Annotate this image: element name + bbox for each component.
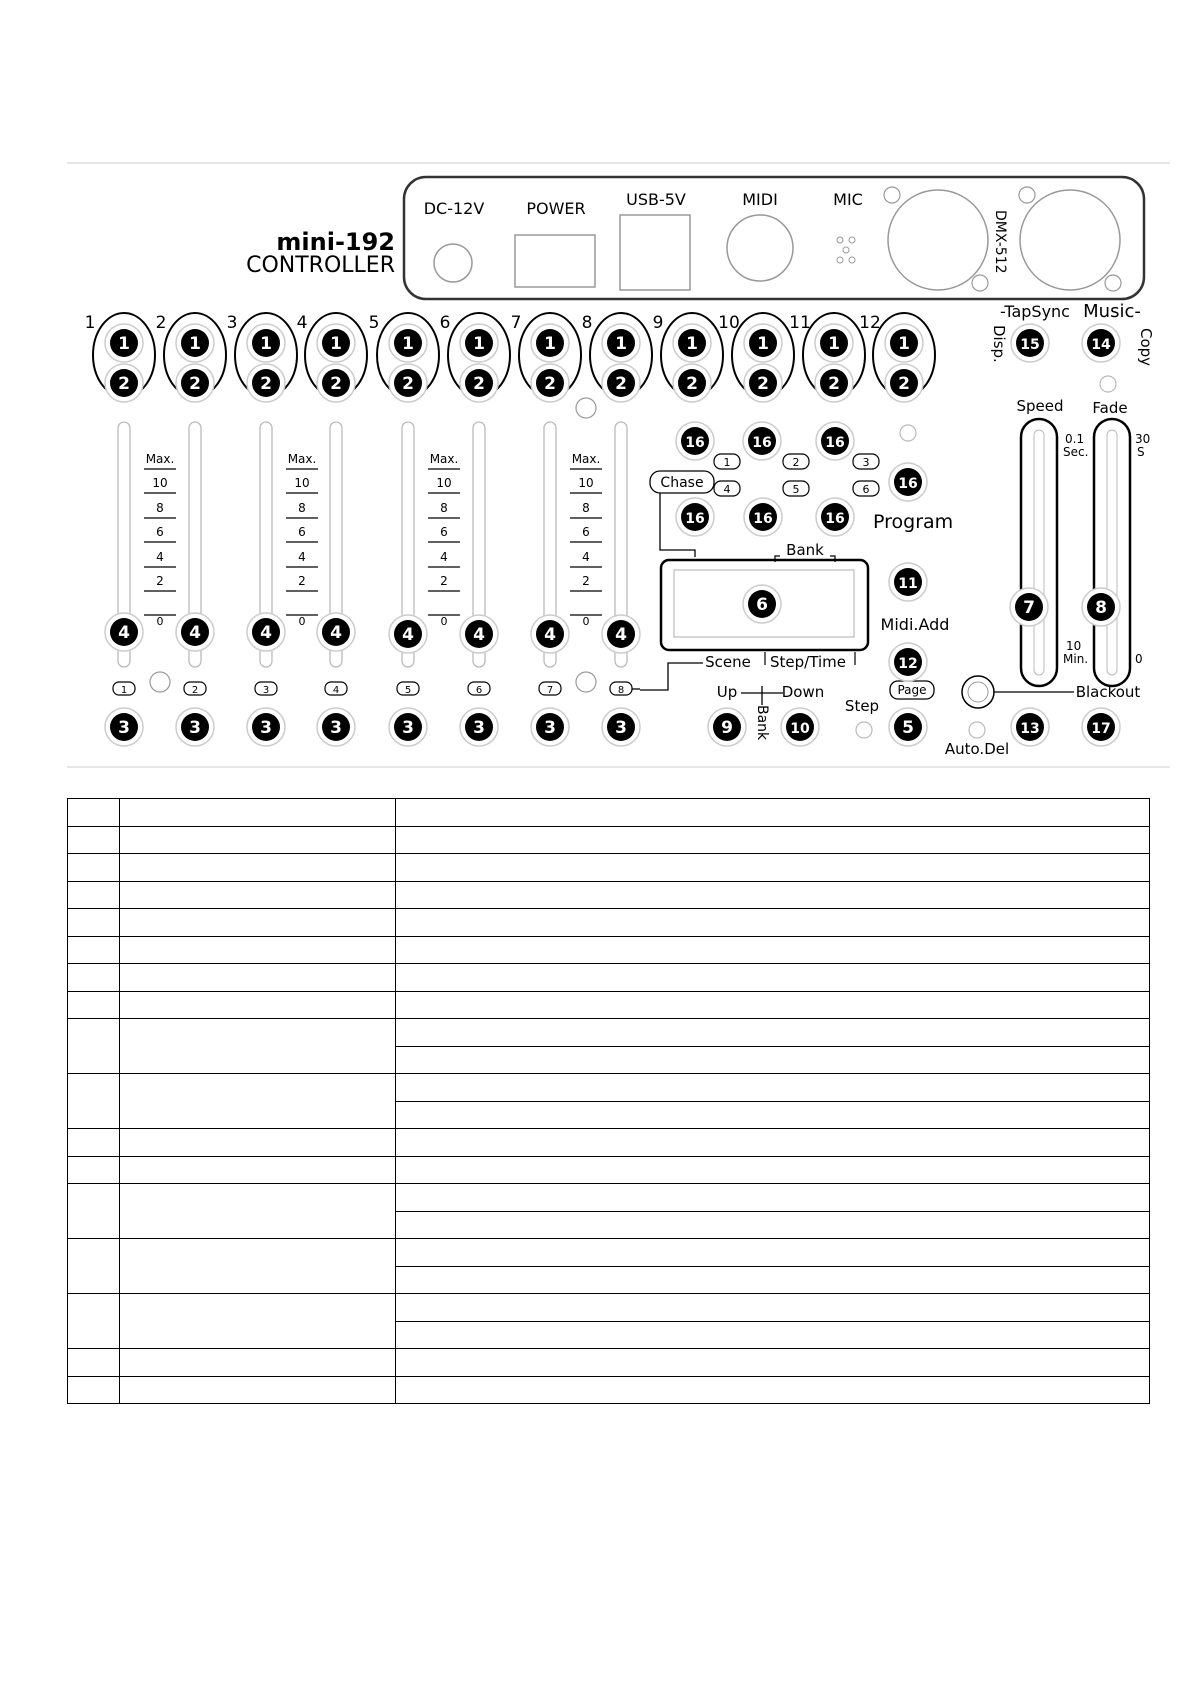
fade-bottom-label: 0 xyxy=(1135,652,1143,666)
scene-number: 7 xyxy=(546,685,554,696)
spec-name-cell xyxy=(120,936,396,964)
channel-number: 12 xyxy=(859,313,881,333)
spec-name-cell xyxy=(120,1074,396,1129)
spec-number-cell xyxy=(68,909,120,937)
fader-scale-label: 8 xyxy=(298,501,306,515)
fade-fader-track xyxy=(1094,419,1130,686)
program-led xyxy=(900,425,916,441)
spec-description-cell xyxy=(396,1266,1150,1294)
callout-number: 16 xyxy=(753,511,773,527)
scene-number: 4 xyxy=(332,685,340,696)
spec-description-cell xyxy=(396,1129,1150,1157)
spec-number-cell xyxy=(68,1184,120,1239)
fader-scale-label: 0 xyxy=(156,615,164,628)
spec-description-cell xyxy=(396,1019,1150,1047)
fade-top-unit: S xyxy=(1137,445,1145,459)
music-label: Music- xyxy=(1083,301,1141,322)
spec-number-cell xyxy=(68,1074,120,1129)
channel-number: 8 xyxy=(581,313,593,333)
callout-number: 7 xyxy=(1023,598,1035,618)
callout-number: 10 xyxy=(790,721,810,737)
fader-scale-label: 0 xyxy=(440,615,448,628)
channel-number: 3 xyxy=(226,313,238,333)
spec-name-cell xyxy=(120,1294,396,1349)
auto-del-led xyxy=(969,722,985,738)
callout-number: 2 xyxy=(118,374,130,394)
channel-number: 7 xyxy=(510,313,522,333)
spec-table-body xyxy=(68,799,1150,1404)
port-dc-label: DC-12V xyxy=(423,199,485,218)
callout-number: 2 xyxy=(402,374,414,394)
callout-number: 4 xyxy=(473,625,485,645)
spec-table xyxy=(67,798,1150,1404)
spec-name-cell xyxy=(120,881,396,909)
page-label: Page xyxy=(897,683,927,697)
down-label: Down xyxy=(781,683,825,701)
program-label: Program xyxy=(873,511,954,533)
fader-scale-label: 8 xyxy=(156,501,164,515)
port-mic-label: MIC xyxy=(833,190,863,209)
callout-number: 4 xyxy=(118,623,130,643)
spec-description-cell xyxy=(396,1294,1150,1322)
scene-number: 5 xyxy=(404,685,412,696)
fade-top-label: 30 xyxy=(1135,432,1151,446)
spec-description-cell xyxy=(396,1321,1150,1349)
spec-row xyxy=(68,854,1150,882)
spec-number-cell xyxy=(68,1239,120,1294)
chase-number-indicators xyxy=(714,454,879,496)
callout-number: 16 xyxy=(685,511,705,527)
callout-number: 3 xyxy=(330,718,342,738)
callout-number: 1 xyxy=(189,334,201,354)
dmx-screw-1 xyxy=(884,187,900,203)
spec-row xyxy=(68,881,1150,909)
callout-number: 1 xyxy=(757,334,769,354)
copy-label: Copy xyxy=(1137,328,1155,367)
spec-name-cell xyxy=(120,1184,396,1239)
callout-number: 2 xyxy=(615,374,627,394)
callout-number: 2 xyxy=(828,374,840,394)
spec-number-cell xyxy=(68,991,120,1019)
controller-panel-diagram xyxy=(0,0,1191,790)
spec-description-cell xyxy=(396,1074,1150,1102)
fader-scale-label: 2 xyxy=(298,574,306,588)
callout-number: 3 xyxy=(118,718,130,738)
spec-number-cell xyxy=(68,826,120,854)
fade-label: Fade xyxy=(1092,399,1128,417)
scene-bracket xyxy=(640,663,703,690)
callout-number: 1 xyxy=(118,334,130,354)
fader-scale-label: 4 xyxy=(156,550,164,564)
scene-led xyxy=(150,672,170,692)
scene-number: 1 xyxy=(120,685,128,696)
music-led xyxy=(1100,376,1116,392)
callout-number: 4 xyxy=(402,625,414,645)
spec-number-cell xyxy=(68,799,120,827)
channel-number: 5 xyxy=(368,313,380,333)
spec-row xyxy=(68,799,1150,827)
callout-number: 4 xyxy=(544,625,556,645)
spec-number-cell xyxy=(68,1349,120,1377)
spec-description-cell xyxy=(396,909,1150,937)
fader-bank xyxy=(113,422,640,696)
spec-description-cell xyxy=(396,1101,1150,1129)
fader-scale-label: 4 xyxy=(582,550,590,564)
spec-description-cell xyxy=(396,936,1150,964)
blackout-jack xyxy=(962,676,994,708)
callout-number: 14 xyxy=(1091,337,1111,353)
disp-label: Disp. xyxy=(990,325,1008,363)
channel-led xyxy=(576,398,596,418)
fade-fader-slot xyxy=(1107,430,1117,675)
chase-number: 5 xyxy=(792,483,800,496)
speed-top-unit: Sec. xyxy=(1063,445,1089,459)
chase-number: 1 xyxy=(723,456,731,469)
brand-model: mini-192 xyxy=(276,228,395,256)
callout-number: 16 xyxy=(825,435,845,451)
callout-number: 2 xyxy=(473,374,485,394)
callout-number: 2 xyxy=(898,374,910,394)
callout-number: 2 xyxy=(544,374,556,394)
spec-name-cell xyxy=(120,1349,396,1377)
spec-row xyxy=(68,1129,1150,1157)
callout-number: 2 xyxy=(260,374,272,394)
fader-scale-label: 2 xyxy=(582,574,590,588)
spec-name-cell xyxy=(120,1019,396,1074)
fader-scale-label: 10 xyxy=(578,476,594,490)
up-label: Up xyxy=(716,683,738,701)
fader-scale-label: 0 xyxy=(298,615,306,628)
spec-number-cell xyxy=(68,964,120,992)
callout-number: 16 xyxy=(752,435,772,451)
spec-description-cell xyxy=(396,1211,1150,1239)
callout-number: 2 xyxy=(189,374,201,394)
spec-description-cell xyxy=(396,799,1150,827)
channel-number: 4 xyxy=(296,313,308,333)
spec-name-cell xyxy=(120,1156,396,1184)
callout-number: 2 xyxy=(330,374,342,394)
step-label: Step xyxy=(844,697,880,715)
dc-jack xyxy=(434,244,472,282)
scene-number: 2 xyxy=(191,685,199,696)
spec-description-cell xyxy=(396,1376,1150,1404)
midi-add-label: Midi.Add xyxy=(880,615,950,634)
spec-description-cell xyxy=(396,826,1150,854)
fader-scale-label: 2 xyxy=(156,574,164,588)
mic-grille xyxy=(837,237,855,263)
spec-row xyxy=(68,1156,1150,1184)
spec-description-cell xyxy=(396,1239,1150,1267)
step-led xyxy=(856,722,872,738)
callout-number: 13 xyxy=(1020,721,1040,737)
spec-number-cell xyxy=(68,936,120,964)
port-power-label: POWER xyxy=(526,199,586,218)
callout-number: 16 xyxy=(825,511,845,527)
spec-row xyxy=(68,1294,1150,1322)
fader-scale-label: Max. xyxy=(287,452,317,466)
callout-number: 3 xyxy=(402,718,414,738)
callout-number: 17 xyxy=(1091,721,1111,737)
chase-number: 6 xyxy=(862,483,870,496)
dmx-port-out xyxy=(1020,190,1120,290)
callout-number: 16 xyxy=(685,435,705,451)
fader-scale-label: 6 xyxy=(156,525,164,539)
callout-number: 2 xyxy=(686,374,698,394)
fader-scale-label: 10 xyxy=(294,476,310,490)
spec-row xyxy=(68,826,1150,854)
callout-number: 4 xyxy=(189,623,201,643)
callout-number: 1 xyxy=(260,334,272,354)
power-switch xyxy=(515,235,595,287)
channel-number: 6 xyxy=(439,313,451,333)
spec-name-cell xyxy=(120,909,396,937)
spec-name-cell xyxy=(120,991,396,1019)
spec-name-cell xyxy=(120,964,396,992)
spec-name-cell xyxy=(120,854,396,882)
callout-number: 4 xyxy=(260,623,272,643)
speed-bottom-unit: Min. xyxy=(1063,652,1089,666)
callout-number: 3 xyxy=(615,718,627,738)
callout-number: 1 xyxy=(615,334,627,354)
fader-scale-label: Max. xyxy=(571,452,601,466)
speed-top-label: 0.1 xyxy=(1065,432,1085,446)
scene-number: 6 xyxy=(475,685,483,696)
spec-number-cell xyxy=(68,1129,120,1157)
scene-number: 8 xyxy=(617,685,625,696)
callout-number: 1 xyxy=(544,334,556,354)
chase-label: Chase xyxy=(660,475,704,491)
spec-description-cell xyxy=(396,1046,1150,1074)
callout-number: 4 xyxy=(330,623,342,643)
scene-label: Scene xyxy=(705,653,751,671)
spec-number-cell xyxy=(68,1019,120,1074)
callout-number: 1 xyxy=(898,334,910,354)
bank-label: Bank xyxy=(786,541,824,559)
spec-row xyxy=(68,1074,1150,1102)
speed-fader-slot xyxy=(1034,430,1044,675)
callout-number: 3 xyxy=(260,718,272,738)
callout-number: 1 xyxy=(686,334,698,354)
callout-number: 1 xyxy=(402,334,414,354)
spec-number-cell xyxy=(68,854,120,882)
fader-scale-label: Max. xyxy=(429,452,459,466)
speed-label: Speed xyxy=(1016,397,1064,415)
callout-number: 12 xyxy=(898,656,918,672)
spec-description-cell xyxy=(396,1184,1150,1212)
callout-number: 3 xyxy=(473,718,485,738)
scene-number: 3 xyxy=(262,685,270,696)
spec-row xyxy=(68,1349,1150,1377)
fader-scale-label: 10 xyxy=(152,476,168,490)
callout-number: 4 xyxy=(615,625,627,645)
spec-name-cell xyxy=(120,1376,396,1404)
spec-row xyxy=(68,909,1150,937)
spec-row xyxy=(68,1239,1150,1267)
fader-scale-label: 4 xyxy=(298,550,306,564)
spec-row xyxy=(68,1184,1150,1212)
fader-scale-label: 8 xyxy=(582,501,590,515)
callout-number: 3 xyxy=(189,718,201,738)
chase-number: 2 xyxy=(792,456,800,469)
spec-row xyxy=(68,1376,1150,1404)
callout-number: 16 xyxy=(898,476,918,492)
usb-port xyxy=(620,215,690,290)
spec-name-cell xyxy=(120,1129,396,1157)
scene-led xyxy=(576,672,596,692)
spec-row xyxy=(68,936,1150,964)
channel-number: 9 xyxy=(652,313,664,333)
spec-name-cell xyxy=(120,826,396,854)
spec-description-cell xyxy=(396,964,1150,992)
dmx-port-in xyxy=(888,190,988,290)
spec-number-cell xyxy=(68,881,120,909)
callout-number: 1 xyxy=(828,334,840,354)
bank-vertical-label: Bank xyxy=(754,705,770,741)
channel-number: 11 xyxy=(789,313,811,333)
fader-scale-label: 4 xyxy=(440,550,448,564)
callout-number: 8 xyxy=(1095,598,1107,618)
fader-scale-label: 6 xyxy=(440,525,448,539)
channel-number: 1 xyxy=(84,313,96,333)
fader-scale-label: Max. xyxy=(145,452,175,466)
blackout-jack-inner xyxy=(968,682,988,702)
fader-scale-label: 0 xyxy=(582,615,590,628)
port-usb-label: USB-5V xyxy=(626,190,686,209)
spec-description-cell xyxy=(396,991,1150,1019)
spec-number-cell xyxy=(68,1294,120,1349)
dmx-screw-2 xyxy=(972,275,988,291)
spec-name-cell xyxy=(120,1239,396,1294)
callout-number: 5 xyxy=(902,718,914,738)
callout-number: 9 xyxy=(721,718,733,738)
blackout-label: Blackout xyxy=(1075,683,1141,701)
midi-port xyxy=(727,215,793,281)
callout-number: 15 xyxy=(1020,337,1040,353)
speed-fader-track xyxy=(1021,419,1057,686)
callout-number: 6 xyxy=(756,595,768,615)
speed-bottom-label: 10 xyxy=(1066,639,1082,653)
callout-number: 1 xyxy=(473,334,485,354)
spec-description-cell xyxy=(396,854,1150,882)
chase-number: 4 xyxy=(723,483,731,496)
spec-description-cell xyxy=(396,1349,1150,1377)
channel-number: 2 xyxy=(155,313,167,333)
tapsync-label: -TapSync xyxy=(1000,302,1070,321)
spec-row xyxy=(68,991,1150,1019)
fader-scale-label: 10 xyxy=(436,476,452,490)
brand-controller: CONTROLLER xyxy=(246,253,395,278)
auto-del-label: Auto.Del xyxy=(944,740,1010,758)
callout-number: 11 xyxy=(898,576,918,592)
fader-scale-label: 6 xyxy=(582,525,590,539)
channel-button-row xyxy=(85,313,935,418)
spec-row xyxy=(68,1019,1150,1047)
dmx-screw-3 xyxy=(1019,187,1035,203)
callout-number: 2 xyxy=(757,374,769,394)
spec-number-cell xyxy=(68,1376,120,1404)
dmx-screw-4 xyxy=(1105,275,1121,291)
channel-number: 10 xyxy=(718,313,740,333)
spec-number-cell xyxy=(68,1156,120,1184)
spec-name-cell xyxy=(120,799,396,827)
spec-description-cell xyxy=(396,1156,1150,1184)
fader-scale-label: 8 xyxy=(440,501,448,515)
chase-number: 3 xyxy=(862,456,870,469)
callout-number: 3 xyxy=(544,718,556,738)
step-time-label: Step/Time xyxy=(770,653,846,671)
spec-row xyxy=(68,964,1150,992)
fader-scale-label: 6 xyxy=(298,525,306,539)
port-midi-label: MIDI xyxy=(742,190,778,209)
fader-scale-label: 2 xyxy=(440,574,448,588)
port-dmx-label: DMX-512 xyxy=(992,210,1008,274)
callout-number: 1 xyxy=(330,334,342,354)
spec-description-cell xyxy=(396,881,1150,909)
